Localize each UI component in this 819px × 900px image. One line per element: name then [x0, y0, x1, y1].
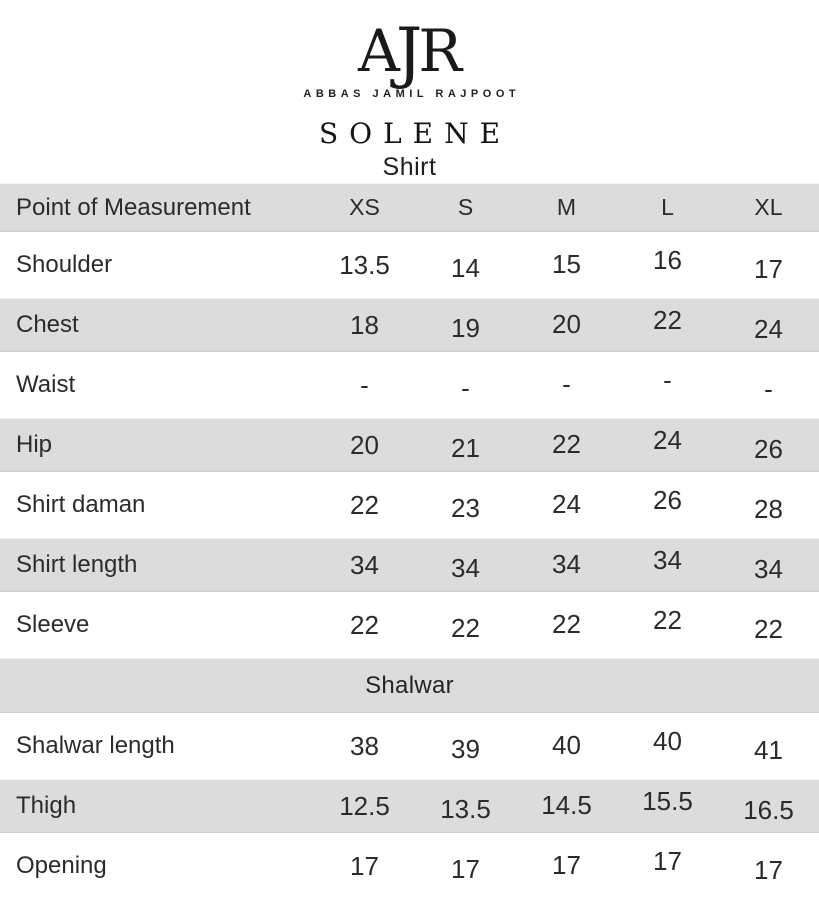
- size-value: 21: [451, 432, 480, 463]
- section-divider-body: [0, 659, 819, 713]
- size-value: -: [461, 372, 470, 403]
- size-value: 19: [451, 312, 480, 343]
- size-value: -: [764, 373, 773, 404]
- size-value: 22: [350, 489, 379, 520]
- table-row: [0, 833, 819, 900]
- size-value: 22: [451, 612, 480, 643]
- size-value: 24: [653, 424, 682, 455]
- measurement-label: Sleeve: [16, 611, 90, 638]
- size-value: 17: [754, 253, 783, 284]
- measurement-label: Shalwar length: [16, 732, 175, 759]
- logo-letter-j: J: [395, 14, 422, 91]
- size-value: 17: [653, 845, 682, 876]
- size-chart-table: [0, 183, 819, 900]
- size-value: 34: [552, 548, 581, 579]
- size-value: 22: [350, 609, 379, 640]
- size-value: 40: [552, 729, 581, 760]
- table-row: [0, 780, 819, 833]
- table-row: [0, 352, 819, 419]
- size-column-header-l: L: [661, 194, 674, 220]
- shirt-measurements-body: [0, 232, 819, 659]
- measurement-label: Shoulder: [16, 251, 113, 278]
- table-row: [0, 419, 819, 472]
- shalwar-measurements-body: [0, 713, 819, 900]
- table-header-row: [0, 184, 819, 232]
- size-value: 24: [552, 488, 581, 519]
- size-value: 14.5: [541, 789, 592, 820]
- table-row: [0, 299, 819, 352]
- brand-logo: [0, 14, 819, 91]
- measurement-label: Thigh: [16, 792, 77, 819]
- size-column-header-xl: XL: [754, 194, 783, 220]
- size-column-header-s: S: [457, 194, 474, 220]
- size-value: 34: [451, 552, 480, 583]
- size-value: 40: [653, 725, 682, 756]
- size-value: 15.5: [642, 785, 693, 816]
- logo-letter-a: A: [357, 17, 399, 85]
- table-row: [0, 232, 819, 299]
- size-column-header-xs: XS: [349, 194, 380, 220]
- size-value: 22: [552, 428, 581, 459]
- logo-letter-r: R: [418, 17, 462, 85]
- size-value: 17: [552, 849, 581, 880]
- measurement-label: Waist: [16, 371, 76, 398]
- section-header-row: [0, 659, 819, 713]
- size-value: 34: [653, 544, 682, 575]
- brand-header: [0, 0, 819, 183]
- size-value: 26: [653, 484, 682, 515]
- size-value: 13.5: [440, 793, 491, 824]
- size-value: 18: [350, 309, 379, 340]
- size-value: 17: [350, 850, 379, 881]
- size-value: 39: [451, 733, 480, 764]
- size-value: -: [562, 368, 571, 399]
- size-value: 24: [754, 313, 783, 344]
- size-value: 22: [653, 604, 682, 635]
- size-value: 38: [350, 730, 379, 761]
- product-name: Shirt: [382, 153, 437, 181]
- size-value: 26: [754, 433, 783, 464]
- size-value: 15: [552, 248, 581, 279]
- size-value: 16: [653, 244, 682, 275]
- size-value: -: [663, 364, 672, 395]
- table-row: [0, 713, 819, 780]
- measurement-label: Shirt length: [16, 551, 138, 578]
- collection-name: SOLENE: [318, 117, 512, 150]
- size-value: 20: [552, 308, 581, 339]
- size-value: 23: [451, 492, 480, 523]
- measurement-label: Chest: [16, 311, 79, 338]
- measurement-label: Hip: [16, 431, 53, 458]
- section-title: Shalwar: [365, 671, 454, 699]
- size-value: -: [360, 369, 369, 400]
- size-value: 20: [350, 429, 379, 460]
- size-column-header-m: M: [556, 194, 577, 220]
- size-value: 13.5: [339, 249, 390, 280]
- measurement-column-header: Point of Measurement: [16, 193, 251, 221]
- table-row: [0, 539, 819, 592]
- measurement-label: Shirt daman: [16, 491, 146, 518]
- table-row: [0, 592, 819, 659]
- size-value: 22: [653, 304, 682, 335]
- size-value: 17: [451, 853, 480, 884]
- size-value: 28: [754, 493, 783, 524]
- size-value: 17: [754, 854, 783, 885]
- size-value: 41: [754, 734, 783, 765]
- measurement-label: Opening: [16, 852, 107, 880]
- size-value: 22: [754, 613, 783, 644]
- size-value: 14: [451, 252, 480, 283]
- brand-tagline: ABBAS JAMIL RAJPOOT: [303, 88, 521, 100]
- size-value: 12.5: [339, 790, 390, 821]
- size-value: 22: [552, 608, 581, 639]
- size-value: 16.5: [743, 794, 794, 825]
- table-row: [0, 472, 819, 539]
- size-value: 34: [350, 549, 379, 580]
- size-value: 34: [754, 553, 783, 584]
